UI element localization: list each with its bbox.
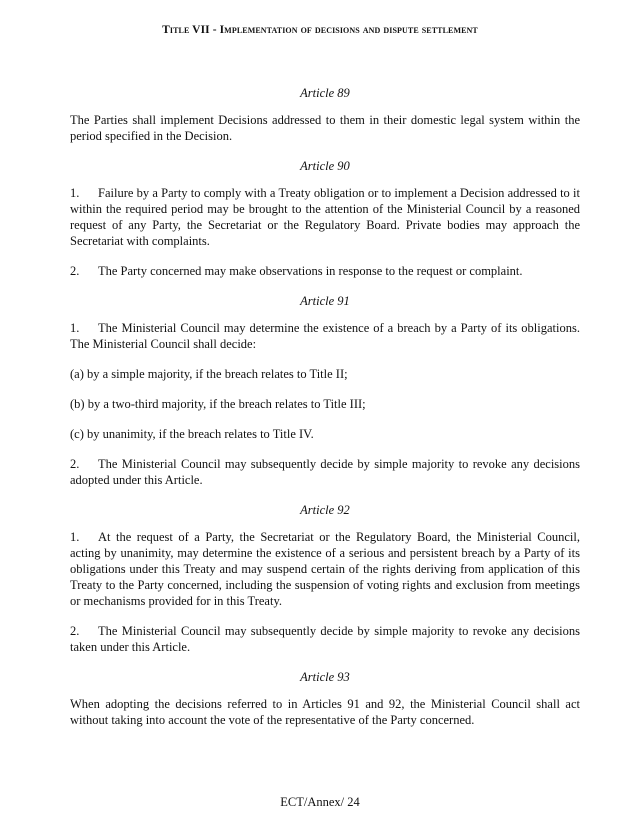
paragraph-text: The Ministerial Council may determine the existence of a breach by a Party of its obligations. The Ministerial Council shall decide: [70,321,580,351]
article-paragraph [70,623,580,655]
paragraph-number: 1. [70,321,80,335]
section-title [0,24,640,36]
article-heading: Article 93 [300,670,350,684]
list-item [70,396,580,412]
paragraph-text: The Parties shall implement Decisions addressed to them in their domestic legal system within the period specified in the Decision. [70,113,580,143]
paragraph-text: (a) by a simple majority, if the breach relates to Title II; [70,367,348,381]
section-title-prefix: Title VII - [162,24,220,36]
article-paragraph [70,529,580,609]
paragraph-text: At the request of a Party, the Secretariat or the Regulatory Board, the Ministerial Council, acting by unanimity, may determine the existence of a serious and persistent breach by a Party of its obligations under this Treaty and may suspend certain of the rights deriving from application of this Treaty to the Party concerned, including the suspension of voting rights and exclusion from meetings or mechanisms provided for in this Treaty. [70,530,580,608]
paragraph-number: 1. [70,530,80,544]
article-paragraph [70,185,580,249]
article-paragraph [70,320,580,352]
article-heading: Article 89 [300,86,350,100]
article-heading: Article 91 [300,294,350,308]
paragraph-text: Failure by a Party to comply with a Treaty obligation or to implement a Decision addressed to it within the required period may be brought to the attention of the Ministerial Council by a reasoned request of any Party, the Secretariat or the Regulatory Board. Private bodies may approach the Secretariat with complaints. [70,186,580,248]
paragraph-number: 1. [70,186,80,200]
article-paragraph [70,696,580,728]
paragraph-number: 2. [70,624,80,638]
list-item [70,426,580,442]
paragraph-text: The Party concerned may make observations in response to the request or complaint. [98,264,523,278]
paragraph-text: When adopting the decisions referred to in Articles 91 and 92, the Ministerial Council shall act without taking into account the vote of the representative of the Party concerned. [70,697,580,727]
section-title-text: Implementation of decisions and dispute settlement [219,24,478,36]
paragraph-number: 2. [70,457,80,471]
document-body [70,85,580,742]
paragraph-number: 2. [70,264,80,278]
article-paragraph [70,112,580,144]
paragraph-text: (c) by unanimity, if the breach relates to Title IV. [70,427,314,441]
article-paragraph [70,263,580,279]
paragraph-text: (b) by a two-third majority, if the breach relates to Title III; [70,397,366,411]
paragraph-text: The Ministerial Council may subsequently decide by simple majority to revoke any decisions adopted under this Article. [70,457,580,487]
article-paragraph [70,456,580,488]
paragraph-text: The Ministerial Council may subsequently decide by simple majority to revoke any decisions taken under this Article. [70,624,580,654]
article-heading: Article 92 [300,503,350,517]
article-heading: Article 90 [300,159,350,173]
page-footer: ECT/Annex/ 24 [280,795,360,809]
list-item [70,366,580,382]
